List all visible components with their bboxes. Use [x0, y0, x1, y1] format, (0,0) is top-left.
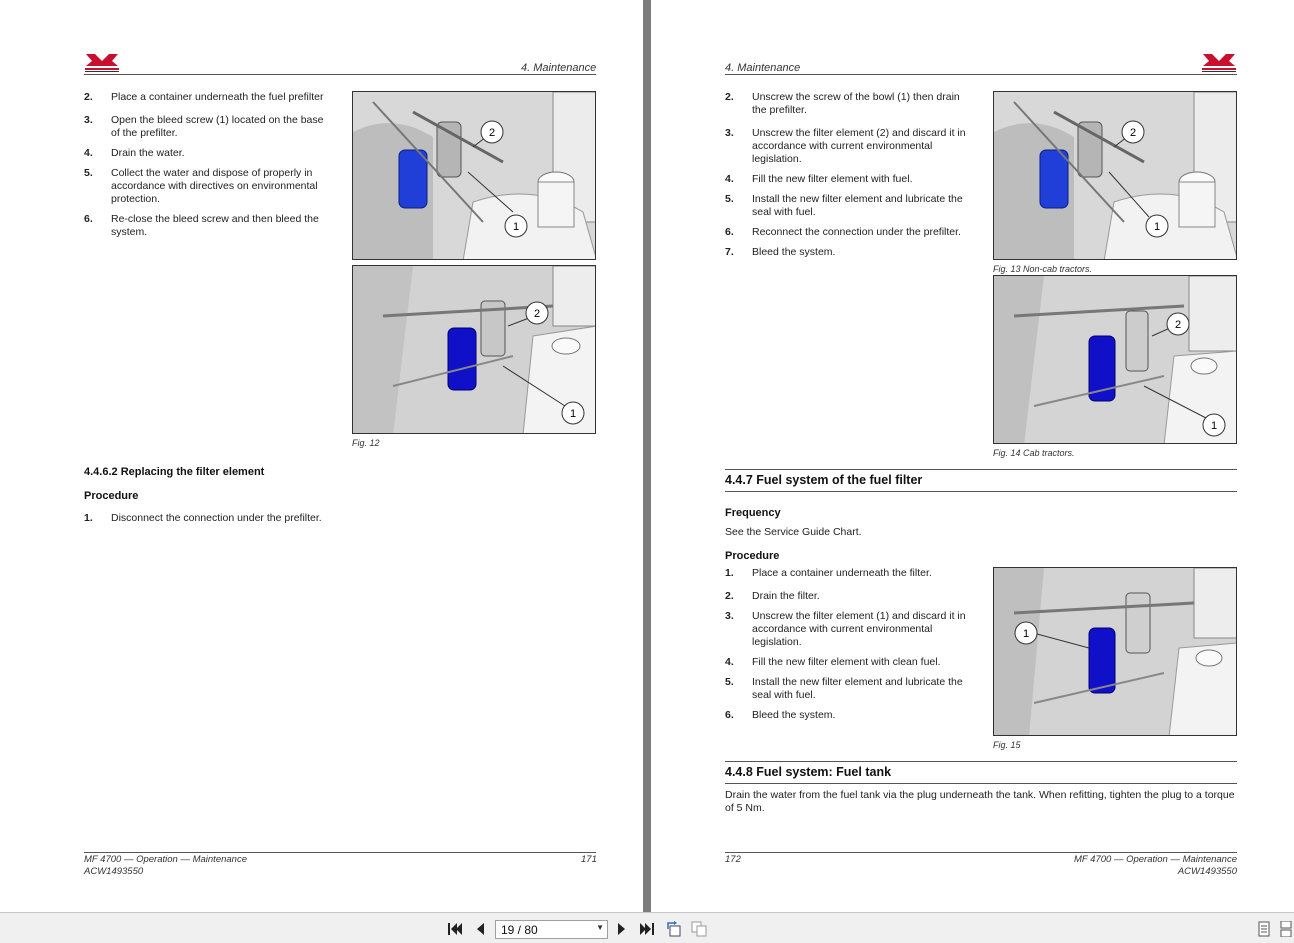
list-item: 4. Fill the new filter element with clean fuel. [725, 656, 941, 668]
copy-button[interactable] [691, 921, 707, 937]
list-item: 2. Drain the filter. [725, 590, 820, 602]
rotate-icon [666, 921, 682, 937]
header-rule [725, 74, 1237, 75]
figure-caption: Fig. 12 [352, 438, 380, 448]
section-header: 4. Maintenance [725, 62, 801, 74]
step-list [725, 567, 973, 722]
figure-caption: Fig. 13 Non-cab tractors. [993, 264, 1093, 274]
engine-illustration [993, 91, 1237, 260]
continuous-view-button[interactable] [1278, 921, 1294, 937]
list-item: 2. Place a container underneath the fuel prefilter [84, 91, 324, 103]
list-item: 3. Unscrew the filter element (1) and discard it in accordance with current environmental legislation. [725, 610, 966, 648]
callout-label: 2 [488, 127, 496, 139]
page-indicator: 19 / 80 [501, 923, 538, 937]
chevron-down-icon: ▼ [596, 923, 604, 932]
engine-illustration [993, 567, 1237, 736]
list-item: 4. Fill the new filter element with fuel. [725, 173, 913, 185]
subsection-heading: 4.4.6.2 Replacing the filter element [84, 466, 265, 478]
callout-label: 2 [1129, 127, 1137, 139]
page-selector[interactable] [495, 920, 608, 939]
massey-ferguson-logo [1201, 52, 1237, 74]
step-list [725, 91, 973, 259]
page-number: 171 [581, 854, 597, 865]
procedure-label: Procedure [84, 490, 139, 502]
body-paragraph: Drain the water from the fuel tank via the plug underneath the tank. When refitting, tighten the plug to a torque of 5 Nm. [725, 789, 1235, 814]
section-rule [725, 761, 1237, 762]
engine-illustration [352, 91, 596, 260]
step-list [84, 512, 364, 525]
list-item: 1. Place a container underneath the filter. [725, 567, 932, 579]
single-page-view-button[interactable] [1256, 921, 1272, 937]
page-171 [0, 0, 643, 912]
first-page-icon [447, 922, 463, 936]
list-item: 5. Install the new filter element and lubricate the seal with fuel. [725, 193, 963, 218]
footer-rule [84, 852, 596, 853]
step-list [84, 91, 329, 239]
figure-caption: Fig. 14 Cab tractors. [993, 448, 1075, 458]
navigation-toolbar [0, 912, 1294, 943]
callout-label: 1 [569, 408, 577, 420]
section-rule [725, 469, 1237, 470]
continuous-view-icon [1279, 921, 1293, 937]
callout-label: 1 [1153, 221, 1161, 233]
callout-label: 2 [1174, 319, 1182, 331]
footer-title: MF 4700 — Operation — Maintenance ACW1493550 [84, 854, 247, 877]
list-item: 5. Install the new filter element and lubricate the seal with fuel. [725, 676, 963, 701]
section-heading: 4.4.7 Fuel system of the fuel filter [725, 473, 923, 487]
next-page-icon [616, 922, 628, 936]
section-rule [725, 491, 1237, 492]
single-page-view-icon [1257, 921, 1271, 937]
page-number: 172 [725, 854, 741, 865]
header-rule [84, 74, 596, 75]
list-item: 6. Bleed the system. [725, 709, 836, 721]
footer-title: MF 4700 — Operation — Maintenance ACW1493550 [1074, 854, 1237, 877]
list-item: 3. Open the bleed screw (1) located on the base of the prefilter. [84, 114, 324, 139]
list-item: 3. Unscrew the filter element (2) and discard it in accordance with current environmental legislation. [725, 127, 966, 165]
frequency-label: Frequency [725, 507, 781, 519]
list-item: 2. Unscrew the screw of the bowl (1) then drain the prefilter. [725, 91, 960, 116]
massey-ferguson-logo [84, 52, 120, 74]
figure-caption: Fig. 15 [993, 740, 1021, 750]
frequency-text: See the Service Guide Chart. [725, 526, 862, 538]
next-page-button[interactable] [614, 921, 630, 937]
callout-label: 1 [1022, 628, 1030, 640]
previous-page-button[interactable] [472, 921, 488, 937]
list-item: 6. Re-close the bleed screw and then bleed the system. [84, 213, 319, 238]
list-item: 7. Bleed the system. [725, 246, 836, 258]
footer-rule [725, 852, 1237, 853]
section-heading: 4.4.8 Fuel system: Fuel tank [725, 765, 892, 779]
list-item: 1. Disconnect the connection under the prefilter. [84, 512, 322, 524]
last-page-button[interactable] [639, 921, 655, 937]
list-item: 6. Reconnect the connection under the prefilter. [725, 226, 961, 238]
section-header: 4. Maintenance [521, 62, 597, 74]
callout-label: 1 [512, 221, 520, 233]
section-rule [725, 783, 1237, 784]
list-item: 4. Drain the water. [84, 147, 185, 159]
prev-page-icon [474, 922, 486, 936]
engine-illustration [993, 275, 1237, 444]
copy-icon [691, 921, 707, 937]
first-page-button[interactable] [447, 921, 463, 937]
callout-label: 1 [1210, 420, 1218, 432]
engine-illustration [352, 265, 596, 434]
procedure-label: Procedure [725, 550, 780, 562]
page-172 [651, 0, 1294, 912]
last-page-icon [639, 922, 655, 936]
callout-label: 2 [533, 308, 541, 320]
list-item: 5. Collect the water and dispose of properly in accordance with directives on environmental protection. [84, 167, 318, 205]
rotate-button[interactable] [666, 921, 682, 937]
